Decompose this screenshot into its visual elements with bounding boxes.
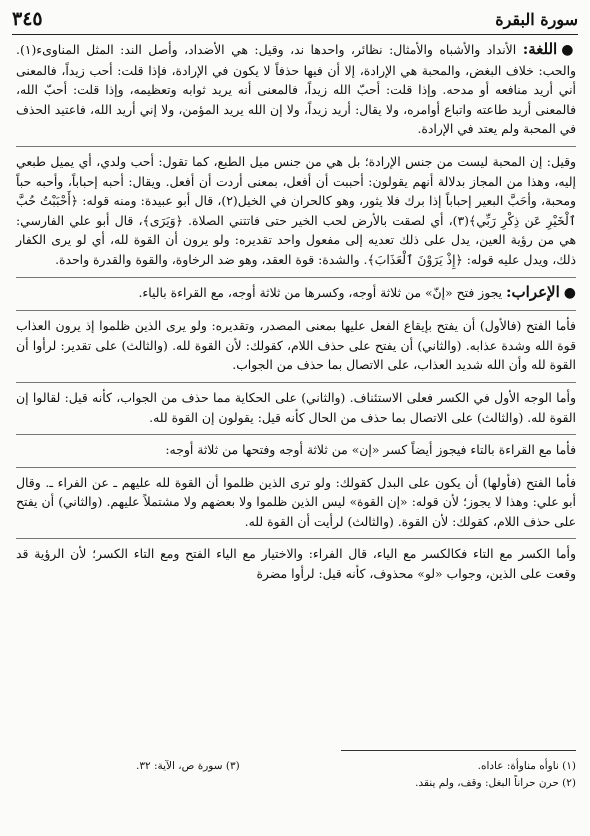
page-number: ٣٤٥ [12, 8, 43, 30]
divider [16, 382, 576, 383]
bullet-icon: ● [561, 42, 576, 58]
footnote-2: (٢) حرن حراناً البغل: وقف، ولم ينقد. [415, 777, 576, 789]
section-heading: الإعراب: [506, 282, 560, 301]
surah-title: سورة البقرة [495, 9, 578, 29]
section-body: يجوز فتح «إنّ» من ثلاثة أوجه، وكسرها من ثلاثة أوجه، مع القراءة بالياء. [138, 284, 503, 300]
paragraph [16, 388, 576, 427]
section-body: الأنداد والأشباه والأمثال: نظائر، واحدها ند، وقيل: هي الأضداد، وأصل الند: المثل المناوىء(١). والحب: خلاف البغض، والمحبة هي الإرادة، إلا أن فيها حذفاً لا يكون في الإرادة، فإذا قلت: أحب زيداً، فالمعنى أني أريد منافعه أو مدحه. وإذا قلت: أحبّ الله زيداً، فالمعنى أنه يريد ثوابه وتعظيمه، وإذا قلت: أحبّ الله، فالمعنى أريد طاعته واتباع أوامره، ولا يقال: أريد زيداً، ولا إن الله يريد المؤمن، ولا إني أريد الله، فاعتيد الحذف في المحبة ولم يعتد في الإرادة. [16, 42, 576, 137]
divider [16, 310, 576, 311]
paragraph [16, 473, 576, 532]
section-irab [16, 283, 576, 304]
footnote-rule [341, 750, 576, 751]
footnote-1: (١) ناوأه مناوأة: عاداه. [477, 760, 576, 772]
paragraph-text: وقيل: إن المحبة ليست من جنس الإرادة؛ بل هي من جنس ميل الطبع، كما تقول: أحب ولدي، أي يميل طبعي إليه، وهذا من المجاز بدلالة أنهم يقولون: أحببت أن أفعل، بمعنى أردت أن أفعل. ويقال: أحبه إحباباً، وأحبه حباً ومحبة، وأحَبَّ البعير إحباباً إذا برك فلا يثور، وهو كالحران في الخيل(٢)، قال أبو عبيدة: ومنه قوله: ﴿أَحْبَبْتُ حُبَّ ٱلْخَيْرِ عَن ذِكْرِ رَبِّي﴾(٣)، أي لصقت بالأرض لحب الخير حتى فاتتني الصلاة. ﴿وَيَرَى﴾، قال أبو علي الفارسي: هي من رؤية العين، يدل على ذلك تعديه إلى مفعول واحد تقديره: ولو يرون أن القوة لله، أي لو يرى الكفار ذلك، ويدل عليه قوله: ﴿إِذْ يَرَوْنَ ٱلْعَذَابَ﴾. والشدة: قوة العقد، وهو ضد الرخاوة، والقوة والقدرة واحدة. [16, 153, 577, 267]
main-text [16, 40, 576, 584]
footnote-3: (٣) سورة ص، الآية: ٣٢. [136, 760, 240, 772]
footnotes [16, 758, 576, 792]
divider [16, 467, 576, 468]
paragraph [16, 440, 576, 460]
paragraph-text: فأما الفتح (فالأول) أن يفتح بإيقاع الفعل عليها بمعنى المصدر، وتقديره: ولو يرى الذين ظلموا إذ يرون العذاب قوة الله وشدة عذابه. (والثاني) أن يفتح على حذف اللام، كقولك: لأن القوة لله. (والثالث) على تقدير: لرأوا أن القوة لله وأن الله شديد العذاب، على الاتصال بما حذف من الجواب. [16, 318, 576, 373]
divider [16, 146, 576, 147]
paragraph [16, 316, 576, 375]
divider [16, 538, 576, 539]
bullet-icon: ● [563, 284, 576, 301]
footnote-row [16, 758, 576, 775]
section-heading: اللغة: [522, 40, 558, 58]
paragraph-text: وأما الوجه الأول في الكسر فعلى الاستئناف. (والثاني) على الحكاية مما حذف من الجواب، كأنه قيل: لقالوا إن القوة لله. (والثالث) على الاتصال بما حذف من الحال كأنه قيل: يقولون إن القوة لله. [16, 389, 576, 425]
footnote-row [16, 775, 576, 792]
paragraph-text: فأما مع القراءة بالتاء فيجوز أيضاً كسر «إن» من ثلاثة أوجه وفتحها من ثلاثة أوجه: [165, 442, 576, 458]
paragraph [16, 152, 576, 270]
divider [16, 277, 576, 278]
paragraph-text: فأما الفتح (فأولها) أن يكون على البدل كقولك: ولو ترى الذين ظلموا أن القوة لله عليهم ـ عن الفراء ـ. وقال أبو علي: وهذا لا يجوز؛ لأن قوله: «إن القوة» ليس الذين ظلموا ولا بعضهم ولا مشتملاً عليهم. (والثاني) أن يفتح على حذف اللام، كقولك: لأن القوة. (والثالث) لرأيت أن القوة لله. [16, 474, 576, 529]
page-header [12, 4, 578, 34]
section-lugha [16, 40, 576, 139]
divider [16, 434, 576, 435]
header-rule [12, 34, 578, 35]
paragraph-text: وأما الكسر مع التاء فكالكسر مع الياء، قال الفراء: والاختيار مع الياء الفتح ومع التاء الكسر؛ لأن الرؤية قد وقعت على الذين، وجواب «لو» محذوف، كأنه قيل: لرأوا مضرة [16, 546, 576, 582]
paragraph [16, 544, 576, 583]
